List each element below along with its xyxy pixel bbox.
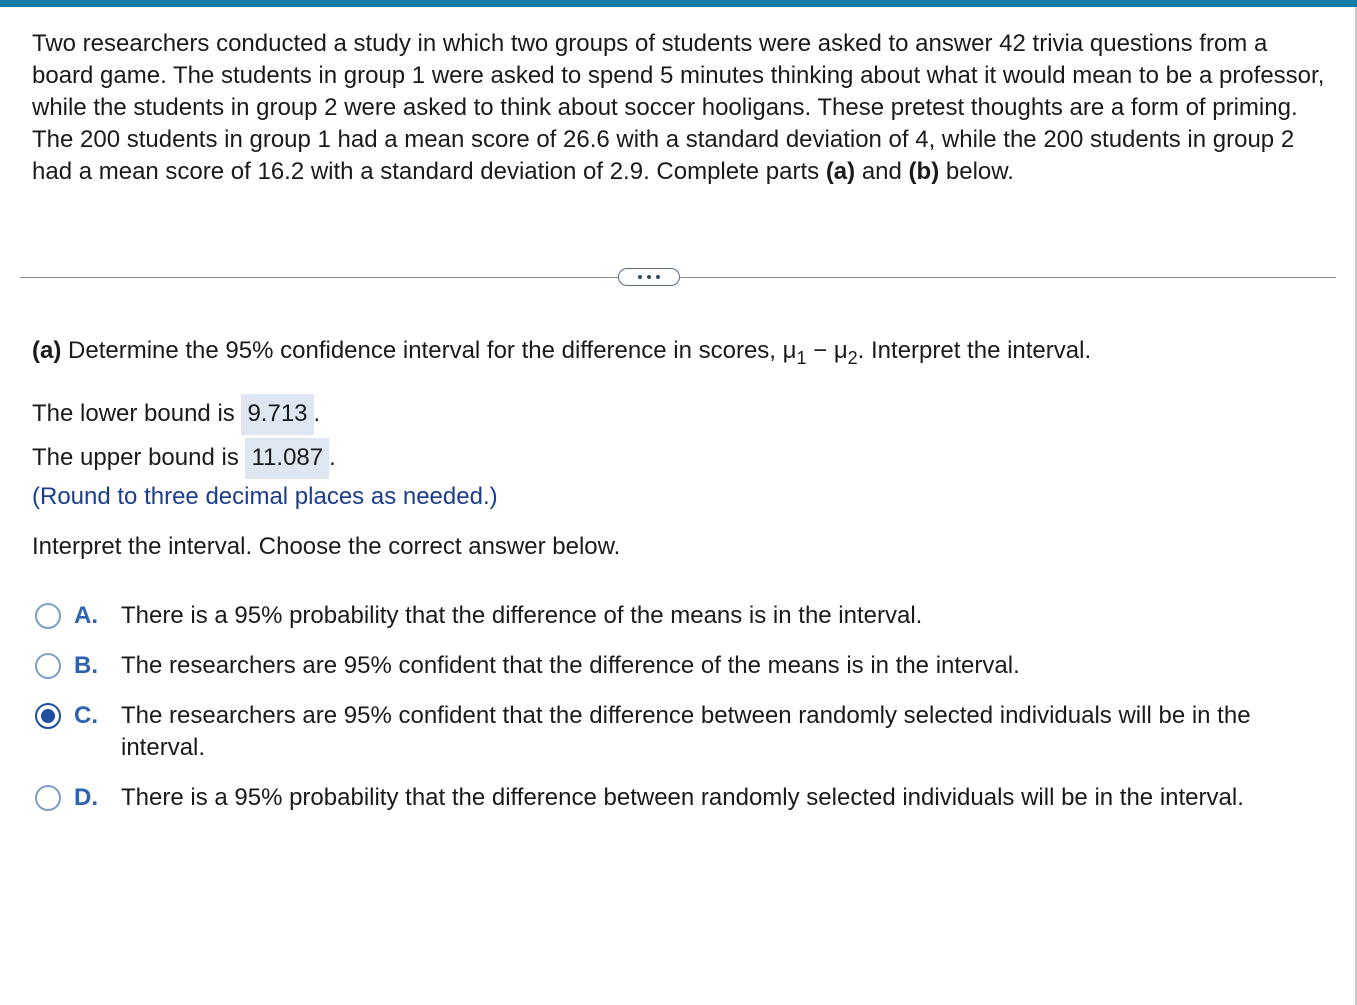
option-d[interactable] [35,782,1325,846]
option-a[interactable] [35,600,1325,632]
option-b[interactable] [35,650,1325,682]
option-d-text: There is a 95% probability that the difference between randomly selected individuals will be in the interval. [121,784,1244,811]
lower-bound-line [32,394,320,435]
mu-symbol-2: μ [833,337,848,364]
option-b-text: The researchers are 95% confident that the difference of the means is in the interval. [121,652,1020,679]
radio-option-a[interactable] [35,603,61,629]
minus-sign: − [806,337,834,364]
option-a-letter: A. [74,602,98,629]
problem-part-a-ref: (a) [825,158,856,185]
part-a-label: (a) [32,337,62,364]
option-c[interactable] [35,700,1325,764]
upper-bound-label: The upper bound is [32,444,246,471]
rounding-hint: (Round to three decimal places as needed.) [32,483,498,510]
interpret-instruction: Interpret the interval. Choose the correct answer below. [32,533,621,560]
upper-bound-answer[interactable]: 11.087 [245,438,329,479]
mu-symbol-1: μ [782,337,797,364]
radio-dot-icon [41,709,55,723]
ellipsis-icon [638,275,660,279]
option-b-letter: B. [74,652,98,679]
top-accent-bar [0,0,1357,7]
option-c-letter: C. [74,702,98,729]
problem-part-b-ref: (b) [908,158,940,185]
radio-option-d[interactable] [35,785,61,811]
lower-bound-label: The lower bound is [32,400,242,427]
problem-end: below. [939,158,1014,185]
upper-bound-line [32,438,336,479]
part-a-question-end: . Interpret the interval. [857,337,1092,364]
problem-statement [32,28,1332,188]
radio-option-c-selected[interactable] [35,703,61,729]
option-a-text: There is a 95% probability that the difference of the means is in the interval. [121,602,923,629]
problem-text: Two researchers conducted a study in which two groups of students were asked to answer 42 trivia questions from a board game. The students in group 1 were asked to spend 5 minutes thinking about what it would mean to be a professor, while the students in group 2 were asked to think about soccer hooligans. These pretest thoughts are a form of priming. The 200 students in group 1 had a mean score of 26.6 with a standard deviation of 4, while the 200 students in group 2 had a mean score of 16.2 with a standard deviation of 2.9. Complete parts [32,30,1325,185]
lower-bound-answer[interactable]: 9.713 [241,394,313,435]
more-options-button[interactable] [618,268,680,286]
upper-bound-period: . [329,444,336,471]
mu-subscript-2: 2 [847,348,858,368]
problem-and: and [855,158,909,185]
option-d-letter: D. [74,784,98,811]
mu-subscript-1: 1 [796,348,807,368]
option-c-text: The researchers are 95% confident that the difference between randomly selected individuals will be in the interval. [121,702,1251,761]
part-a-question-text: Determine the 95% confidence interval for the difference in scores, [61,337,783,364]
lower-bound-period: . [313,400,321,427]
radio-option-b[interactable] [35,653,61,679]
part-a-question [32,336,1091,366]
